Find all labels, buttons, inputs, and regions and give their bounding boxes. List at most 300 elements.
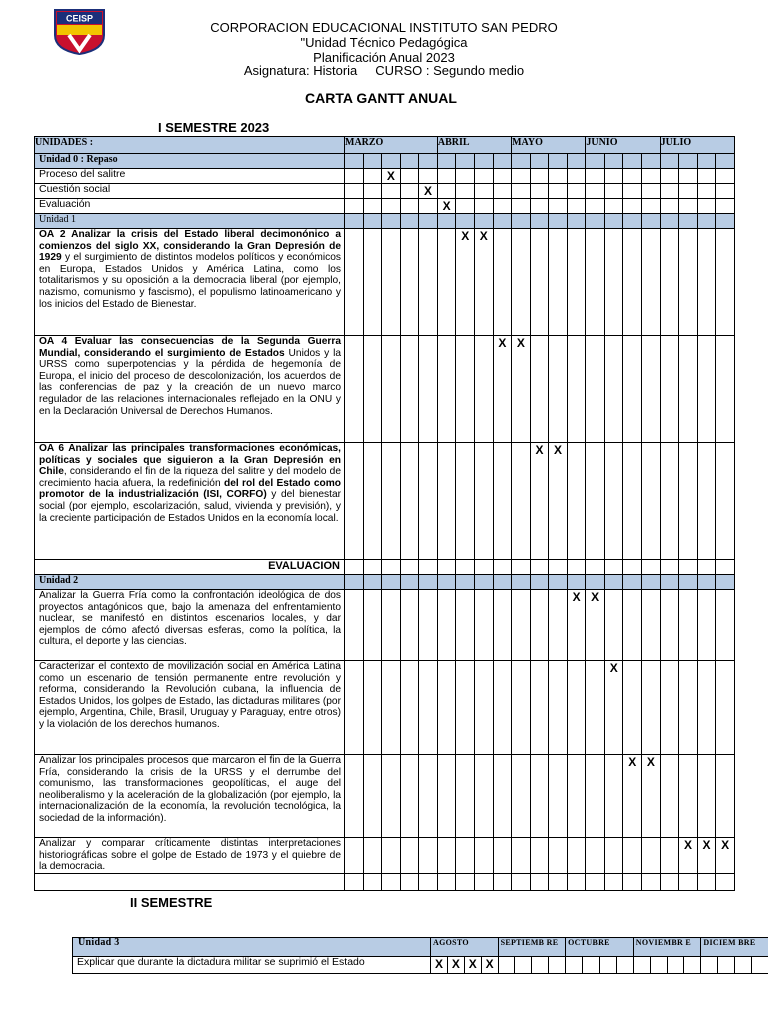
- activity-cell: [35, 874, 345, 891]
- week-cell: [623, 154, 642, 169]
- week-cell: [498, 957, 515, 974]
- week-cell: [419, 336, 438, 443]
- week-cell: [512, 560, 531, 575]
- week-cell: [419, 560, 438, 575]
- week-cell: [363, 590, 382, 661]
- week-cell: [345, 560, 364, 575]
- week-cell: [679, 169, 698, 184]
- week-cell: [400, 199, 419, 214]
- week-cell: [474, 169, 493, 184]
- week-cell: [400, 169, 419, 184]
- plan-name: Planificación Anual 2023: [313, 50, 455, 65]
- week-cell: [456, 443, 475, 560]
- week-cell: [697, 575, 716, 590]
- week-cell: [567, 336, 586, 443]
- week-cell: [633, 957, 650, 974]
- week-cell: [623, 229, 642, 336]
- week-cell: [493, 560, 512, 575]
- week-cell: [567, 184, 586, 199]
- week-cell: [474, 443, 493, 560]
- activity-text: , considerando el fin de la riqueza del salitre y del modelo de crecimiento hacia afuera, la redefinición: [39, 466, 341, 489]
- week-cell: [716, 336, 735, 443]
- week-cell: [642, 184, 661, 199]
- week-cell: [419, 755, 438, 838]
- gantt-mark: X: [493, 336, 512, 443]
- week-cell: [493, 838, 512, 874]
- unit-name: "Unidad Técnico Pedagógica: [300, 35, 468, 50]
- month-header: OCTUBRE: [566, 938, 634, 957]
- week-cell: [419, 214, 438, 229]
- week-cell: [679, 214, 698, 229]
- week-cell: [567, 229, 586, 336]
- week-cell: [660, 214, 679, 229]
- activity-cell: Evaluación: [35, 199, 345, 214]
- week-cell: [419, 154, 438, 169]
- week-cell: [679, 575, 698, 590]
- table-row: [35, 560, 735, 575]
- activity-text: OA 4 Evaluar las consecuencias de la Segunda Guerra Mundial, considerando el surgimiento de Estados: [39, 336, 341, 359]
- week-cell: [623, 874, 642, 891]
- week-cell: [567, 575, 586, 590]
- week-cell: [660, 575, 679, 590]
- week-cell: [660, 443, 679, 560]
- week-cell: [549, 214, 568, 229]
- week-cell: [567, 169, 586, 184]
- week-cell: [679, 154, 698, 169]
- week-cell: [660, 838, 679, 874]
- gantt-mark: X: [474, 229, 493, 336]
- week-cell: [530, 874, 549, 891]
- week-cell: [437, 575, 456, 590]
- activity-text: OA 6 Analizar las principales transformaciones económicas, políticas y sociales que siguieron a la Gran Depresión en Chile: [39, 443, 341, 478]
- week-cell: [642, 336, 661, 443]
- week-cell: [604, 169, 623, 184]
- unit3-header: Unidad 3: [73, 938, 431, 957]
- week-cell: [382, 874, 401, 891]
- week-cell: [382, 229, 401, 336]
- activity-cell: [35, 336, 345, 443]
- week-cell: [604, 336, 623, 443]
- gantt-mark: X: [456, 229, 475, 336]
- week-cell: [345, 184, 364, 199]
- week-cell: [679, 443, 698, 560]
- week-cell: [382, 560, 401, 575]
- table-row: [35, 169, 735, 184]
- week-cell: [697, 184, 716, 199]
- week-cell: [515, 957, 532, 974]
- week-cell: [456, 184, 475, 199]
- week-cell: [382, 184, 401, 199]
- gantt-mark: X: [716, 838, 735, 874]
- week-cell: [474, 575, 493, 590]
- week-cell: [642, 590, 661, 661]
- gantt-mark: X: [567, 590, 586, 661]
- units-header: UNIDADES :: [35, 137, 345, 154]
- week-cell: [567, 661, 586, 755]
- week-cell: [586, 229, 605, 336]
- week-cell: [660, 590, 679, 661]
- week-cell: [549, 838, 568, 874]
- activity-text: Analizar y comparar críticamente distintas interpretaciones historiográficas sobre el golpe de Estado de 1973 y el quiebre de la democracia.: [39, 838, 341, 873]
- week-cell: [604, 590, 623, 661]
- week-cell: [345, 874, 364, 891]
- activity-cell: EVALUACION: [35, 560, 345, 575]
- week-cell: [456, 755, 475, 838]
- week-cell: [437, 590, 456, 661]
- week-cell: [660, 229, 679, 336]
- week-cell: [586, 154, 605, 169]
- week-cell: [345, 169, 364, 184]
- week-cell: [586, 838, 605, 874]
- week-cell: [549, 957, 566, 974]
- week-cell: [419, 575, 438, 590]
- week-cell: [599, 957, 616, 974]
- table-row: [73, 957, 768, 974]
- gantt-mark: X: [419, 184, 438, 199]
- week-cell: [623, 169, 642, 184]
- week-cell: [549, 229, 568, 336]
- week-cell: [604, 755, 623, 838]
- week-cell: [363, 184, 382, 199]
- gantt-mark: X: [623, 755, 642, 838]
- week-cell: [716, 560, 735, 575]
- table-row: [35, 661, 735, 755]
- week-cell: [474, 214, 493, 229]
- week-cell: [400, 838, 419, 874]
- activity-cell: [35, 838, 345, 874]
- week-cell: [530, 661, 549, 755]
- table-row: [35, 838, 735, 874]
- week-cell: [345, 838, 364, 874]
- week-cell: [400, 560, 419, 575]
- table-row: [35, 336, 735, 443]
- week-cell: [400, 229, 419, 336]
- week-cell: [660, 184, 679, 199]
- week-cell: [437, 560, 456, 575]
- week-cell: [493, 214, 512, 229]
- month-header-row: [35, 137, 735, 154]
- week-cell: [697, 443, 716, 560]
- table-row: [35, 755, 735, 838]
- week-cell: [456, 874, 475, 891]
- gantt-mark: X: [586, 590, 605, 661]
- week-cell: [567, 154, 586, 169]
- week-cell: [716, 184, 735, 199]
- unit-row: [35, 214, 735, 229]
- week-cell: [456, 560, 475, 575]
- activity-cell: [35, 755, 345, 838]
- week-cell: [642, 169, 661, 184]
- week-cell: [363, 154, 382, 169]
- week-cell: [493, 169, 512, 184]
- week-cell: [456, 590, 475, 661]
- week-cell: [456, 661, 475, 755]
- week-cell: [549, 169, 568, 184]
- week-cell: [716, 443, 735, 560]
- week-cell: [363, 199, 382, 214]
- week-cell: [437, 874, 456, 891]
- week-cell: [419, 838, 438, 874]
- week-cell: [735, 957, 752, 974]
- week-cell: [642, 199, 661, 214]
- week-cell: [604, 575, 623, 590]
- gantt-mark: X: [549, 443, 568, 560]
- activity-cell: Explicar que durante la dictadura militar se suprimió el Estado: [73, 957, 431, 974]
- week-cell: [642, 838, 661, 874]
- gantt-mark: X: [437, 199, 456, 214]
- activity-text: Unidos y la URSS como superpotencias y la pérdida de hegemonía de Europa, el inicio del proceso de descolonización, los acuerdos de las conferencias de paz y la creación de un nuevo marco regulador de las relaciones internacionales reflejado en la ONU y en la Declaración Universal de Derechos Humanos.: [39, 347, 341, 417]
- week-cell: [419, 169, 438, 184]
- week-cell: [642, 229, 661, 336]
- week-cell: [586, 755, 605, 838]
- week-cell: [363, 874, 382, 891]
- gantt-mark: X: [512, 336, 531, 443]
- week-cell: [586, 874, 605, 891]
- week-cell: [567, 443, 586, 560]
- week-cell: [512, 590, 531, 661]
- week-cell: [623, 336, 642, 443]
- week-cell: [604, 874, 623, 891]
- week-cell: [586, 336, 605, 443]
- week-cell: [345, 214, 364, 229]
- month-header: NOVIEMBR E: [633, 938, 701, 957]
- table-row: [35, 590, 735, 661]
- week-cell: [512, 214, 531, 229]
- week-cell: [549, 755, 568, 838]
- week-cell: [512, 755, 531, 838]
- week-cell: [512, 229, 531, 336]
- week-cell: [684, 957, 701, 974]
- week-cell: [456, 575, 475, 590]
- activity-text: Caracterizar el contexto de movilización social en América Latina como un escenario de tensión permanente entre revolución y reforma, considerando la Revolución cubana, la influencia de Estados Unidos, los golpes de Estado, las dictaduras militares (por ejemplo, Argentina, Chile, Brasil, Uruguay y Paraguay, entre otros) y la violación de los derechos humanos.: [39, 661, 341, 730]
- table-row: [35, 229, 735, 336]
- week-cell: [679, 199, 698, 214]
- week-cell: [530, 184, 549, 199]
- week-cell: [345, 154, 364, 169]
- week-cell: [642, 443, 661, 560]
- week-cell: [512, 154, 531, 169]
- week-cell: [512, 443, 531, 560]
- week-cell: [679, 229, 698, 336]
- week-cell: [623, 560, 642, 575]
- week-cell: [382, 443, 401, 560]
- week-cell: [437, 336, 456, 443]
- week-cell: [716, 229, 735, 336]
- week-cell: [679, 874, 698, 891]
- gantt-mark: X: [679, 838, 698, 874]
- week-cell: [586, 575, 605, 590]
- week-cell: [474, 590, 493, 661]
- activity-cell: Cuestión social: [35, 184, 345, 199]
- week-cell: [456, 169, 475, 184]
- week-cell: [567, 214, 586, 229]
- week-cell: [567, 755, 586, 838]
- activity-cell: [35, 661, 345, 755]
- week-cell: [382, 661, 401, 755]
- week-cell: [716, 169, 735, 184]
- week-cell: [345, 590, 364, 661]
- week-cell: [679, 590, 698, 661]
- gantt-mark: X: [382, 169, 401, 184]
- month-header: MAYO: [512, 137, 586, 154]
- week-cell: [512, 199, 531, 214]
- week-cell: [474, 199, 493, 214]
- week-cell: [530, 755, 549, 838]
- week-cell: [400, 443, 419, 560]
- week-cell: [549, 590, 568, 661]
- week-cell: [474, 755, 493, 838]
- week-cell: [530, 154, 549, 169]
- week-cell: [437, 229, 456, 336]
- week-cell: [474, 336, 493, 443]
- week-cell: [530, 214, 549, 229]
- gantt-table-semester1: [34, 136, 735, 891]
- week-cell: [716, 154, 735, 169]
- month-header: DICIEM BRE: [701, 938, 768, 957]
- week-cell: [530, 590, 549, 661]
- month-header: JUNIO: [586, 137, 660, 154]
- week-cell: [512, 575, 531, 590]
- week-cell: [697, 199, 716, 214]
- table-row: [35, 874, 735, 891]
- week-cell: [679, 661, 698, 755]
- week-cell: [549, 154, 568, 169]
- week-cell: [697, 214, 716, 229]
- week-cell: [474, 838, 493, 874]
- semester2-label: II SEMESTRE: [130, 895, 213, 910]
- week-cell: [456, 199, 475, 214]
- week-cell: [642, 214, 661, 229]
- week-cell: [716, 590, 735, 661]
- week-cell: [512, 184, 531, 199]
- week-cell: [400, 575, 419, 590]
- week-cell: [716, 661, 735, 755]
- week-cell: [567, 838, 586, 874]
- week-cell: [586, 443, 605, 560]
- week-cell: [345, 661, 364, 755]
- week-cell: [530, 838, 549, 874]
- week-cell: [604, 214, 623, 229]
- week-cell: [650, 957, 667, 974]
- week-cell: [716, 199, 735, 214]
- week-cell: [623, 184, 642, 199]
- gantt-mark: X: [530, 443, 549, 560]
- week-cell: [530, 336, 549, 443]
- week-cell: [382, 575, 401, 590]
- week-cell: [604, 560, 623, 575]
- week-cell: [586, 169, 605, 184]
- activity-text: y del bienestar social (por ejemplo, escolarización, salud, vivienda y previsión), y la creciente participación de Estados Unidos en la economía local.: [39, 489, 342, 524]
- week-cell: [437, 214, 456, 229]
- week-cell: [363, 169, 382, 184]
- week-cell: [549, 874, 568, 891]
- week-cell: [474, 184, 493, 199]
- week-cell: [363, 838, 382, 874]
- week-cell: [474, 560, 493, 575]
- activity-cell: Unidad 0 : Repaso: [35, 154, 345, 169]
- week-cell: [493, 443, 512, 560]
- gantt-mark: X: [447, 957, 464, 974]
- activity-cell: [35, 590, 345, 661]
- week-cell: [642, 661, 661, 755]
- week-cell: [382, 199, 401, 214]
- week-cell: [549, 184, 568, 199]
- week-cell: [586, 214, 605, 229]
- week-cell: [679, 336, 698, 443]
- page-title: CARTA GANTT ANUAL: [305, 90, 457, 106]
- week-cell: [679, 560, 698, 575]
- week-cell: [437, 184, 456, 199]
- week-cell: [382, 336, 401, 443]
- gantt-mark: X: [697, 838, 716, 874]
- week-cell: [382, 755, 401, 838]
- month-header: JULIO: [660, 137, 734, 154]
- week-cell: [512, 874, 531, 891]
- week-cell: [716, 575, 735, 590]
- week-cell: [363, 336, 382, 443]
- week-cell: [623, 590, 642, 661]
- week-cell: [642, 575, 661, 590]
- week-cell: [474, 874, 493, 891]
- unit-row: [35, 575, 735, 590]
- week-cell: [623, 443, 642, 560]
- week-cell: [586, 184, 605, 199]
- week-cell: [437, 443, 456, 560]
- course: CURSO : Segundo medio: [375, 63, 525, 78]
- institution-name: CORPORACION EDUCACIONAL INSTITUTO SAN PEDRO: [210, 20, 558, 35]
- week-cell: [660, 336, 679, 443]
- subject: Asignatura: Historia: [243, 63, 358, 78]
- activity-cell: Proceso del salitre: [35, 169, 345, 184]
- week-cell: [623, 214, 642, 229]
- week-cell: [701, 957, 718, 974]
- week-cell: [567, 199, 586, 214]
- table-row: [35, 199, 735, 214]
- week-cell: [567, 874, 586, 891]
- unit-row: [35, 154, 735, 169]
- table-row: [35, 184, 735, 199]
- week-cell: [419, 590, 438, 661]
- week-cell: [363, 661, 382, 755]
- week-cell: [752, 957, 768, 974]
- week-cell: [586, 199, 605, 214]
- week-cell: [623, 575, 642, 590]
- week-cell: [660, 154, 679, 169]
- week-cell: [493, 874, 512, 891]
- activity-text: del rol del Estado como promotor de la industrialización (ISI, CORFO): [39, 477, 342, 501]
- week-cell: [530, 229, 549, 336]
- week-cell: [363, 560, 382, 575]
- week-cell: [437, 838, 456, 874]
- week-cell: [679, 184, 698, 199]
- week-cell: [345, 443, 364, 560]
- week-cell: [419, 229, 438, 336]
- week-cell: [382, 154, 401, 169]
- week-cell: [642, 874, 661, 891]
- week-cell: [419, 874, 438, 891]
- week-cell: [437, 661, 456, 755]
- week-cell: [623, 838, 642, 874]
- week-cell: [697, 154, 716, 169]
- week-cell: [697, 560, 716, 575]
- week-cell: [474, 661, 493, 755]
- week-cell: [660, 199, 679, 214]
- week-cell: [400, 755, 419, 838]
- week-cell: [549, 661, 568, 755]
- activity-text: Analizar los principales procesos que marcaron el fin de la Guerra Fría, considerando la crisis de la URSS y el derrumbe del comunismo, las transformaciones geopolíticas, el auge del neoliberalismo y la aceleración de la globalización (por ejemplo, la internacionalización de la economía, la revolución tecnológica, la sociedad de la información).: [39, 755, 341, 824]
- activity-text: OA 2 Analizar la crisis del Estado liberal decimonónico a comienzos del siglo XX, considerando la Gran Depresión de 1929: [39, 229, 341, 264]
- week-cell: [532, 957, 549, 974]
